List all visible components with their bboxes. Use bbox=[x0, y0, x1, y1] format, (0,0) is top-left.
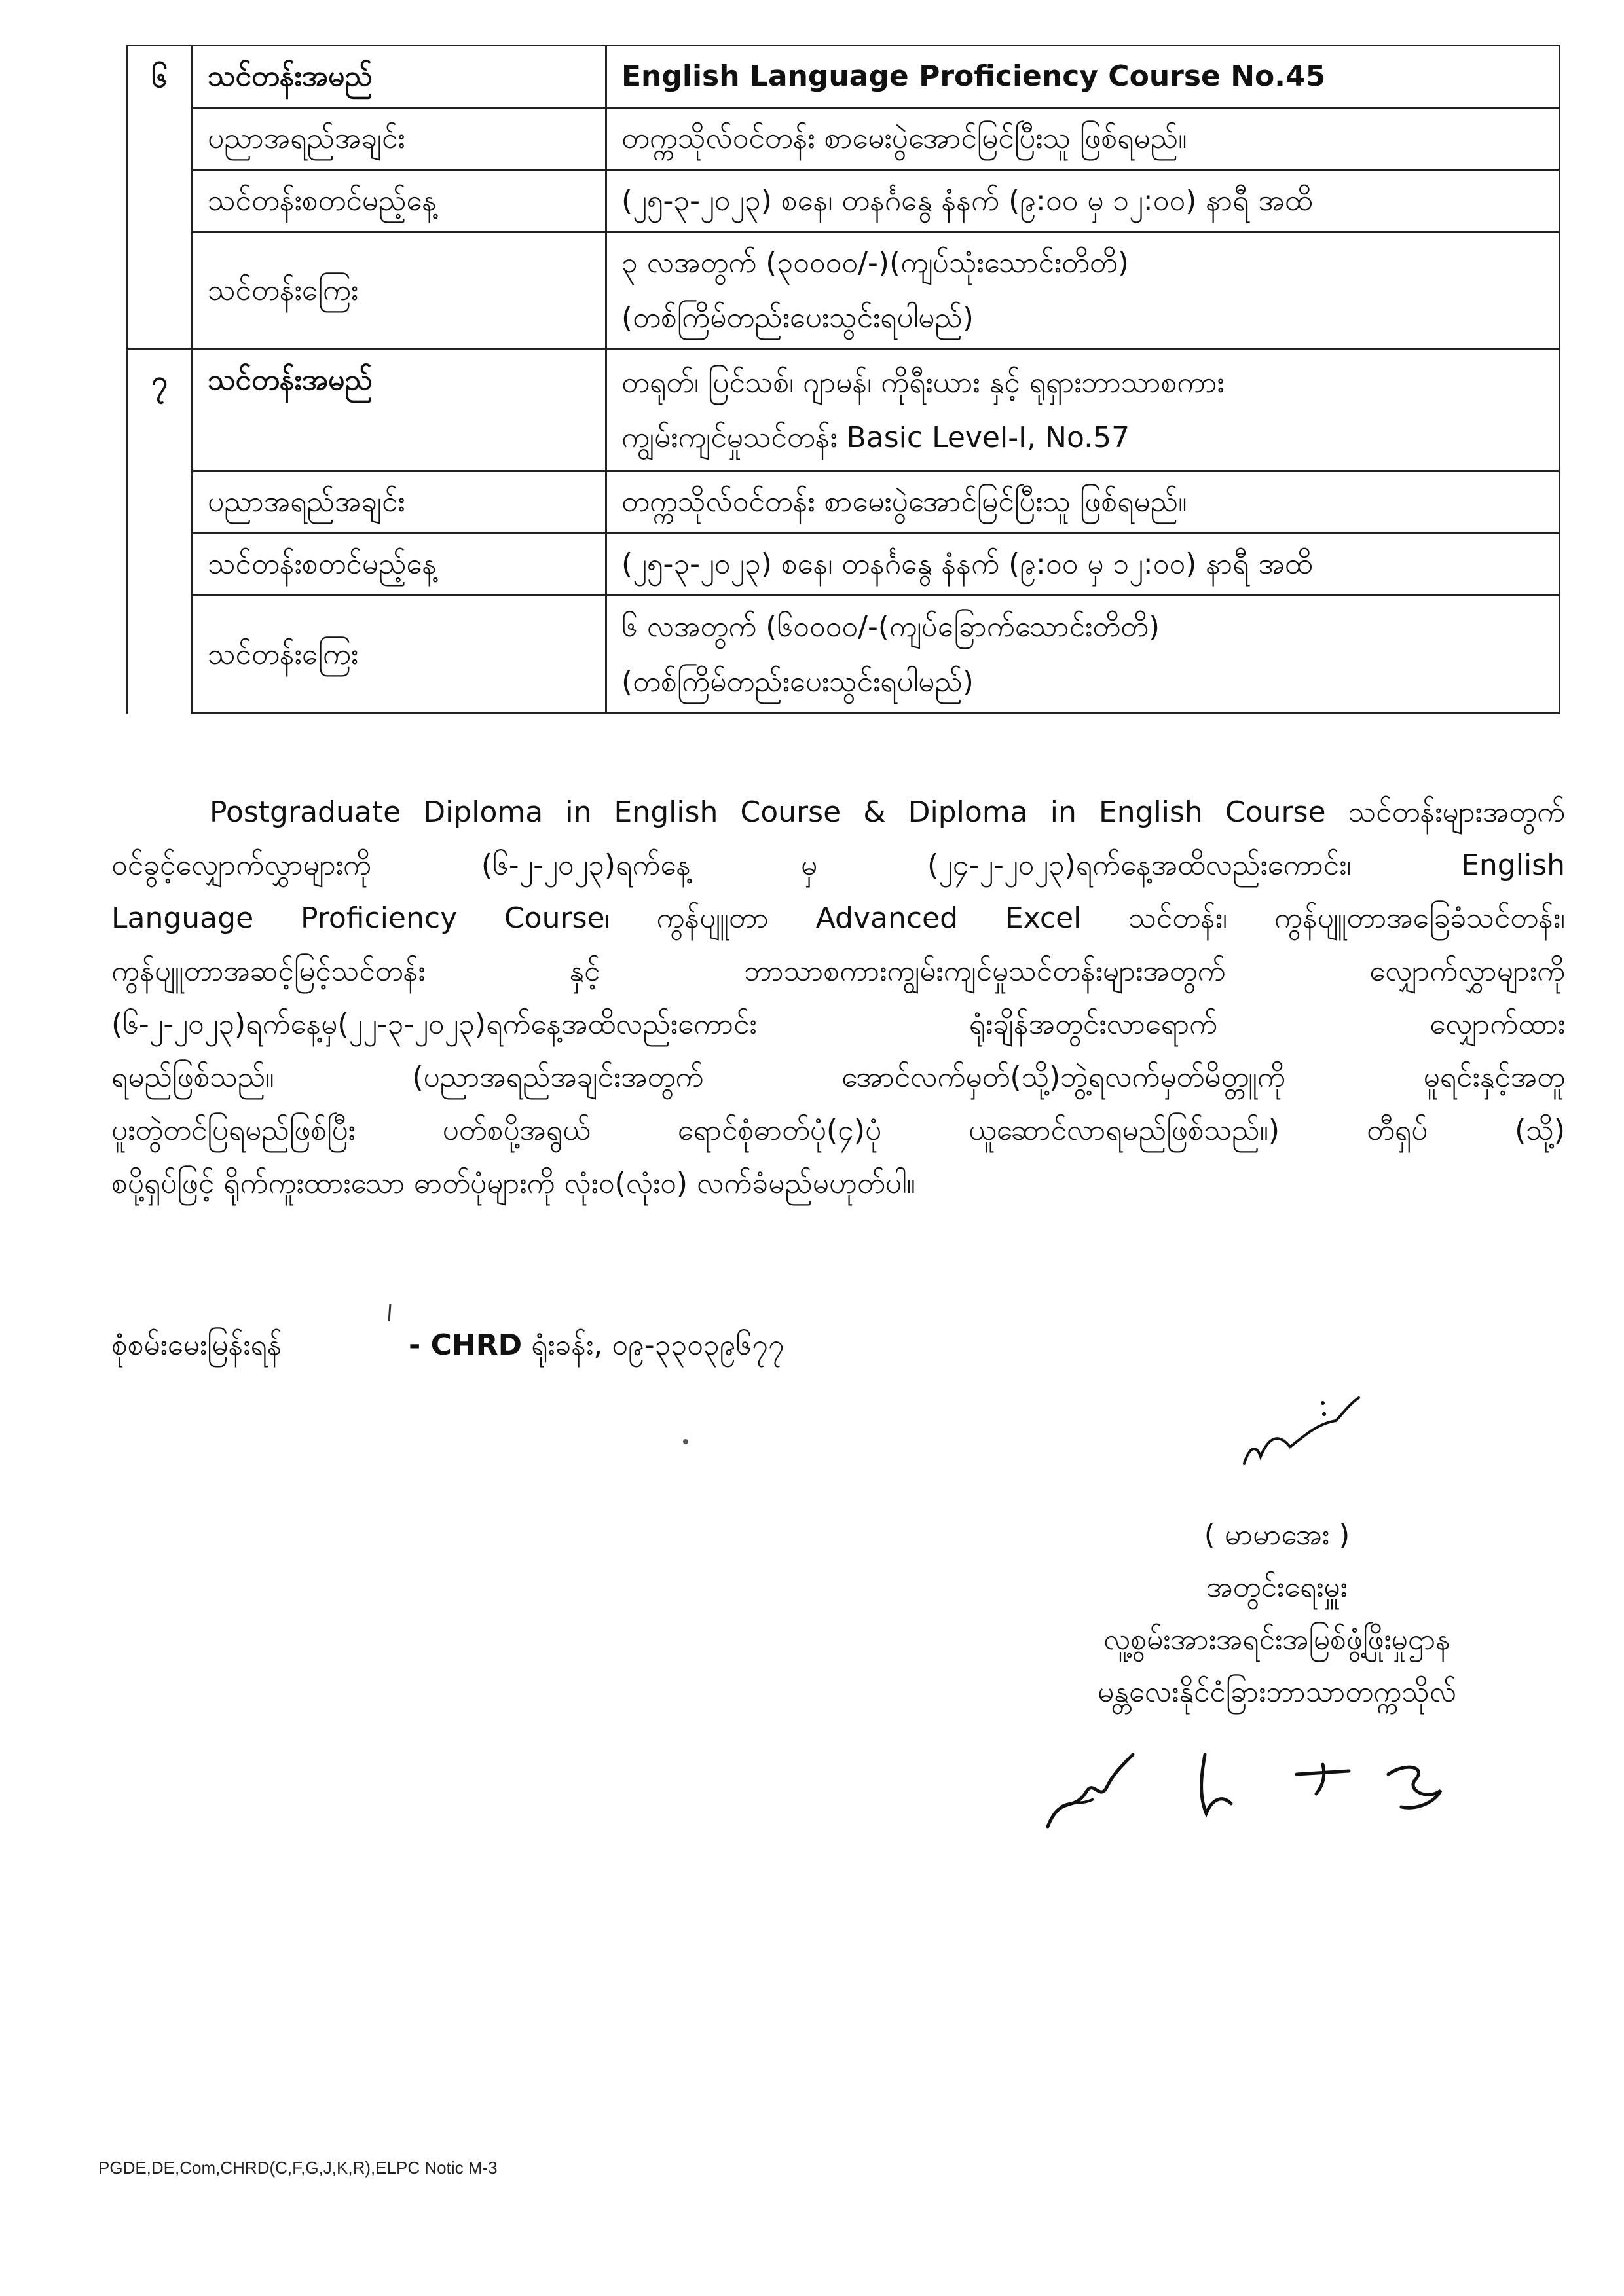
course-number: ၇ bbox=[127, 350, 193, 714]
row-label: သင်တန်းအမည် bbox=[193, 46, 606, 108]
row-value bbox=[606, 108, 1560, 170]
row-value bbox=[606, 170, 1560, 232]
initials-icon bbox=[1035, 1728, 1467, 1840]
table-row bbox=[127, 471, 1560, 534]
value-line: တက္ကသိုလ်ဝင်တန်း စာမေးပွဲအောင်မြင်ပြီးသူ ဖြစ်ရမည်။ bbox=[621, 485, 1187, 519]
row-value bbox=[606, 232, 1560, 350]
row-label: သင်တန်းအမည် bbox=[193, 350, 606, 471]
pen-mark-icon bbox=[386, 1303, 394, 1322]
dot-mark-icon bbox=[681, 1437, 690, 1446]
signatory-name: ( မာမာအေး ) bbox=[1204, 1518, 1350, 1552]
table-row bbox=[127, 46, 1560, 108]
contact-office: - CHRD bbox=[409, 1328, 523, 1362]
value-line: (၂၅-၃-၂၀၂၃) စနေ၊ တနင်္ဂနွေ နံနက် (၉:၀၀ မှ ၁၂:၀၀) နာရီ အထိ bbox=[621, 184, 1313, 217]
signatory-title: အတွင်းရေးမှူး bbox=[1206, 1571, 1348, 1604]
value-line: English Language Proficiency Course No.45 bbox=[621, 60, 1326, 93]
paragraph-line: စပို့ရှပ်ဖြင့် ရိုက်ကူးထားသော ဓာတ်ပုံများကို လုံးဝ(လုံးဝ) လက်ခံမည်မဟုတ်ပါ။ bbox=[111, 1167, 915, 1200]
table-row bbox=[127, 170, 1560, 232]
paragraph-line: ရမည်ဖြစ်သည်။ (ပညာအရည်အချင်းအတွက် အောင်လက်မှတ်(သို့)ဘွဲ့ရလက်မှတ်မိတ္တူကို မူရင်းနှင့်အတူ bbox=[111, 1061, 1565, 1094]
row-label: ပညာအရည်အချင်း bbox=[193, 108, 606, 170]
row-value bbox=[606, 471, 1560, 534]
paragraph-line: ပူးတွဲတင်ပြရမည်ဖြစ်ပြီး ပတ်စပို့အရွယ် ရောင်စုံဓာတ်ပုံ(၄)ပုံ ယူဆောင်လာရမည်ဖြစ်သည်။) တီရှပ် (သို့) bbox=[111, 1114, 1565, 1147]
table-row bbox=[127, 232, 1560, 350]
table-row bbox=[127, 596, 1560, 714]
row-label: သင်တန်းကြေး bbox=[193, 596, 606, 714]
value-line: (တစ်ကြိမ်တည်းပေးသွင်းရပါမည်) bbox=[621, 665, 974, 699]
course-number: ၆ bbox=[127, 46, 193, 350]
contact-phone: ရုံးခန်း, ၀၉-၃၃၀၃၉၆၇၇ bbox=[531, 1328, 784, 1362]
course-table bbox=[126, 45, 1560, 714]
document-code: PGDE,DE,Com,CHRD(C,F,G,J,K,R),ELPC Notic M-3 bbox=[98, 2158, 498, 2178]
paragraph-line: Language Proficiency Course၊ ကွန်ပျူတာ Advanced Excel သင်တန်း၊ ကွန်ပျူတာအခြေခံသင်တန်း၊ bbox=[111, 902, 1565, 935]
table-row bbox=[127, 534, 1560, 596]
row-value bbox=[606, 534, 1560, 596]
signatory-department: လူ့စွမ်းအားအရင်းအမြစ်ဖွံ့ဖြိုးမှုဌာန bbox=[1103, 1623, 1451, 1656]
signatory-block bbox=[982, 1509, 1572, 1719]
row-label: ပညာအရည်အချင်း bbox=[193, 471, 606, 534]
row-label: သင်တန်းစတင်မည့်နေ့ bbox=[193, 170, 606, 232]
announcement-paragraph bbox=[111, 786, 1565, 1210]
value-line: ၃ လအတွက် (၃၀၀၀၀/-)(ကျပ်သုံးသောင်းတိတိ) bbox=[621, 246, 1129, 280]
signatory-university: မန္တလေးနိုင်ငံခြားဘာသာတက္ကသိုလ် bbox=[1098, 1675, 1456, 1709]
table-row bbox=[127, 350, 1560, 471]
value-line: (တစ်ကြိမ်တည်းပေးသွင်းရပါမည်) bbox=[621, 301, 974, 335]
row-value bbox=[606, 46, 1560, 108]
contact-label: စုံစမ်းမေးမြန်းရန် bbox=[111, 1328, 282, 1362]
signature-icon bbox=[1238, 1385, 1369, 1476]
paragraph-line: Postgraduate Diploma in English Course & Diploma in English Course သင်တန်းများအတွက် bbox=[210, 795, 1565, 829]
paragraph-line: (၆-၂-၂၀၂၃)ရက်နေ့မှ(၂၂-၃-၂၀၂၃)ရက်နေ့အထိလည်းကောင်း ရုံးချိန်အတွင်းလာရောက် လျှောက်ထား bbox=[111, 1008, 1565, 1041]
value-line: တရုတ်၊ ပြင်သစ်၊ ဂျာမန်၊ ကိုရီးယား နှင့် ရုရှားဘာသာစကား bbox=[621, 365, 1225, 399]
paragraph-line: ဝင်ခွင့်လျှောက်လွှာများကို (၆-၂-၂၀၂၃)ရက်နေ့ မှ (၂၄-၂-၂၀၂၃)ရက်နေ့အထိလည်းကောင်း၊ English bbox=[111, 848, 1565, 882]
value-line: ၆ လအတွက် (၆၀၀၀၀/-(ကျပ်ခြောက်သောင်းတိတိ) bbox=[621, 610, 1160, 644]
row-label: သင်တန်းစတင်မည့်နေ့ bbox=[193, 534, 606, 596]
value-line: ကျွမ်းကျင်မှုသင်တန်း Basic Level-I, No.57 bbox=[621, 420, 1130, 454]
contact-line bbox=[111, 1326, 784, 1365]
value-line: (၂၅-၃-၂၀၂၃) စနေ၊ တနင်္ဂနွေ နံနက် (၉:၀၀ မှ ၁၂:၀၀) နာရီ အထိ bbox=[621, 547, 1313, 581]
table-row bbox=[127, 108, 1560, 170]
row-value bbox=[606, 596, 1560, 714]
row-label: သင်တန်းကြေး bbox=[193, 232, 606, 350]
value-line: တက္ကသိုလ်ဝင်တန်း စာမေးပွဲအောင်မြင်ပြီးသူ ဖြစ်ရမည်။ bbox=[621, 122, 1187, 155]
row-value bbox=[606, 350, 1560, 471]
paragraph-line: ကွန်ပျူတာအဆင့်မြင့်သင်တန်း နှင့် ဘာသာစကားကျွမ်းကျင်မှုသင်တန်းများအတွက် လျှောက်လွှာများကို bbox=[111, 955, 1565, 988]
